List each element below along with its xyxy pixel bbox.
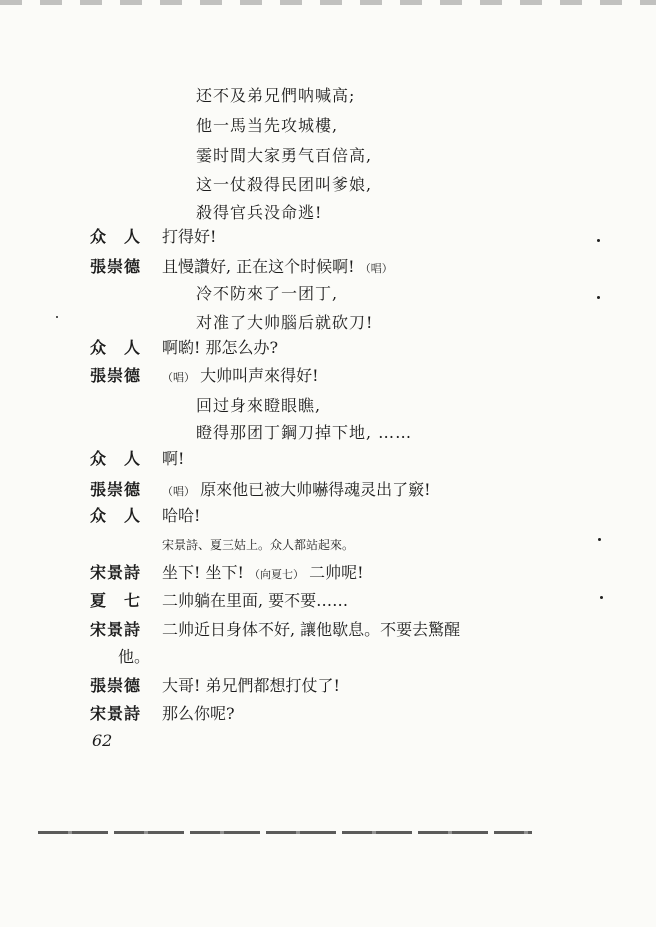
stage-note: （唱） [162,485,195,498]
speech-text: 二帅近日身体不好, 讓他歇息。不要去驚醒 [162,620,461,639]
speech-text: 哈哈! [162,506,201,525]
speaker-name: 張崇德 [90,676,142,695]
verse-line: 对准了大帅腦后就砍刀! [196,313,374,332]
speaker-name: 張崇德 [90,366,142,385]
speech-text: 且慢讚好, 正在这个时候啊! [162,257,355,276]
speaker-name: 宋景詩 [90,563,142,582]
speaker-name: 众 人 [90,449,142,468]
scan-speck [597,239,600,242]
speech-text: 大哥! 弟兄們都想打仗了! [162,676,340,695]
speech-line [162,366,319,388]
scan-speck [600,596,603,599]
speaker-name: 張崇德 [90,257,142,276]
page-number: 62 [92,731,113,750]
stage-note: （向夏七） [249,568,305,581]
speaker-name: 張崇德 [90,480,142,499]
speaker-name: 众 人 [90,338,142,357]
speech-line [162,563,364,585]
verse-line: 这一仗殺得民团叫爹娘, [196,175,373,194]
verse-line: 他一馬当先攻城樓, [196,116,339,135]
verse-line: 霎时間大家勇气百倍高, [196,146,373,165]
scan-edge-bottom [38,831,532,834]
speaker-name: 宋景詩 [90,704,142,723]
speech-text: 二帅呢! [309,563,364,582]
speaker-name: 众 人 [90,227,142,246]
speech-text: 啊喲! 那怎么办? [162,338,279,357]
verse-line: 殺得官兵没命逃! [196,203,323,222]
verse-line: 冷不防來了一团丁, [196,284,339,303]
verse-line: 还不及弟兄們呐喊高; [196,86,356,105]
speech-text: 原來他已被大帅嚇得魂灵出了竅! [200,480,431,499]
speech-line [162,480,431,502]
stage-direction: 宋景詩、夏三姑上。众人都站起來。 [162,538,355,552]
stage-note: （唱） [162,371,195,384]
speaker-name: 众 人 [90,506,142,525]
speech-continuation: 他。 [118,647,151,666]
speaker-name: 宋景詩 [90,620,142,639]
stage-note: （唱） [359,262,393,275]
scan-speck [598,538,601,541]
speech-text: 打得好! [162,227,217,246]
scan-speck [597,296,600,299]
speech-text: 那么你呢? [162,704,235,723]
speech-text: 坐下! 坐下! [162,563,244,582]
speaker-name: 夏 七 [90,591,142,610]
speech-text: 大帅叫声來得好! [200,366,319,385]
verse-line: 回过身來瞪眼瞧, [196,396,322,415]
speech-line [162,257,393,279]
scan-edge-top [0,0,656,5]
verse-line: 瞪得那团丁鋼刀掉下地, …… [196,423,413,442]
speech-text: 啊! [162,449,185,468]
scan-speck [56,316,58,318]
speech-text: 二帅躺在里面, 要不要…… [162,591,349,610]
